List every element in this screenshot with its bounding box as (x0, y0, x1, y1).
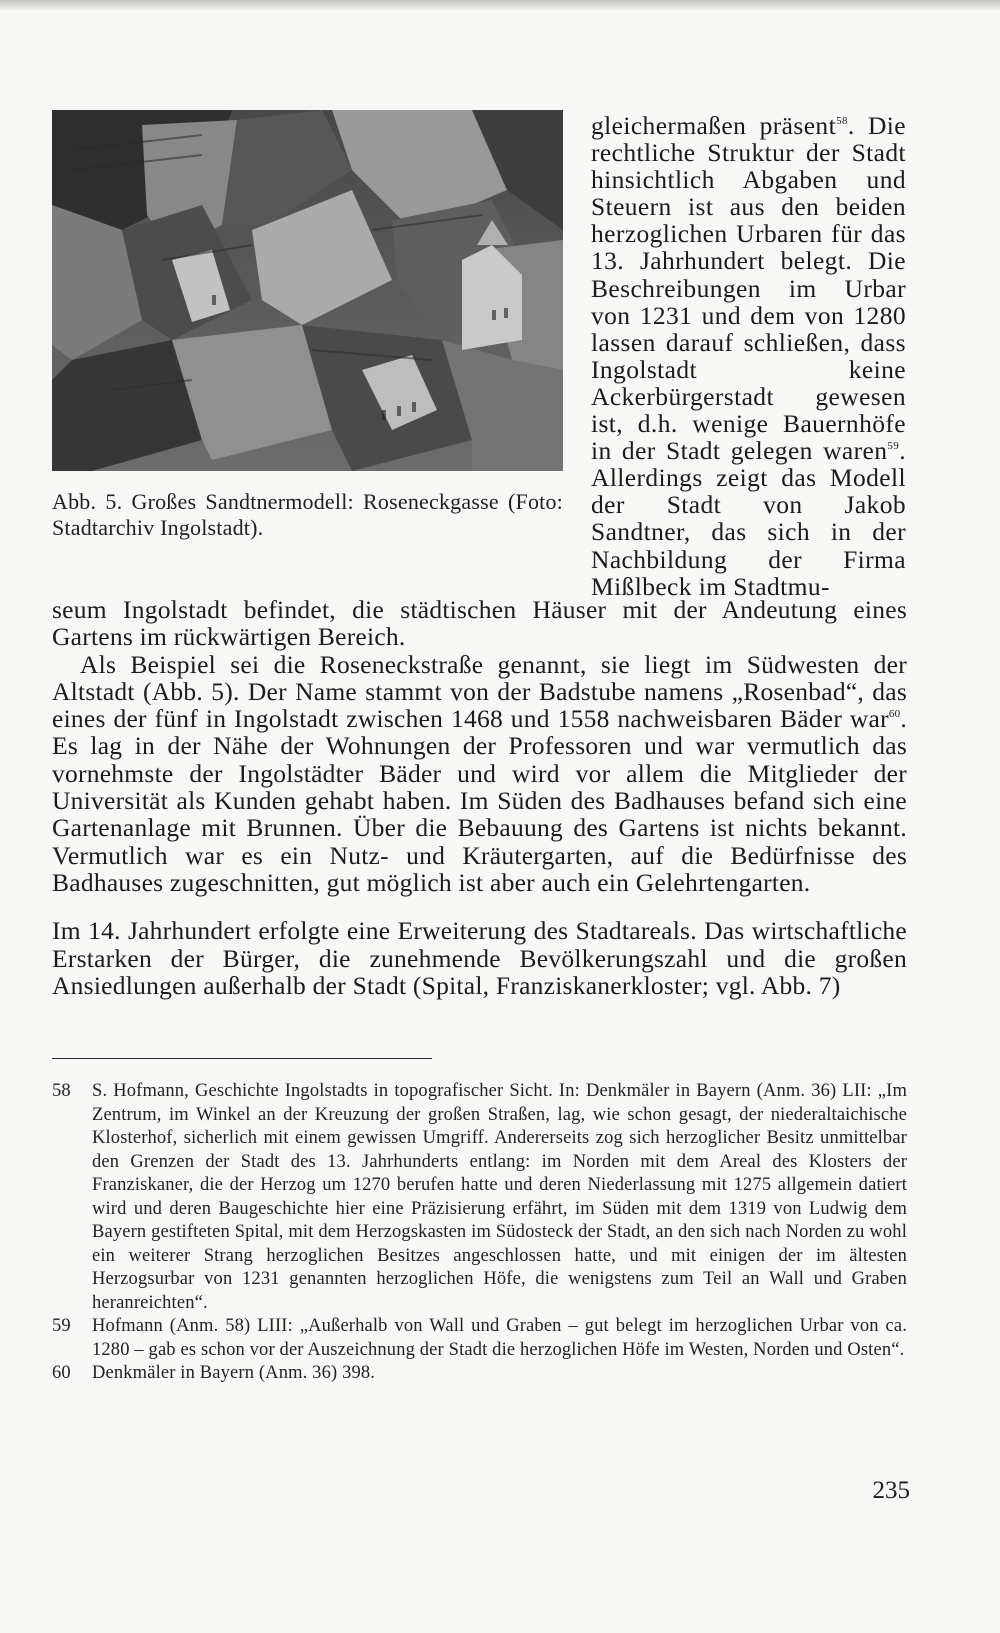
footnote-number: 60 (52, 1363, 71, 1383)
roseneck-text-part-2: . Es lag in der Nähe der Wohnungen der Professoren und war vermutlich das vornehmste der Ingolstädter Bäder und wird vor allem die Mitglieder der Universität als Kunden gehabt haben. Im Süden des Badhauses befand sich eine Gartenanlage mit Brunnen. Über die Bebauung des Gartens ist nichts bekannt. Vermutlich war es ein Nutz- und Kräutergarten, auf die Bedürfnisse des Badhauses zugeschnitten, gut möglich ist aber auch ein Gelehrtengarten. (52, 704, 907, 897)
footnote-number: 58 (52, 1081, 71, 1101)
column-paragraph (591, 112, 906, 600)
footnote-ref-58[interactable]: 58 (836, 115, 848, 127)
model-photograph (52, 110, 563, 471)
footnote-ref-59[interactable]: 59 (887, 440, 900, 453)
figure-caption: Abb. 5. Großes Sandtnermodell: Roseneckgasse (Foto: Stadtarchiv Ingolstadt). (52, 489, 563, 540)
footnote-58 (52, 1080, 907, 1315)
footnote-text: Denkmäler in Bayern (Anm. 36) 398. (92, 1363, 376, 1383)
footnote-text: Hofmann (Anm. 58) LIII: „Außerhalb von Wall und Graben – gut belegt im herzoglichen Urbar von ca. 1280 – gab es schon vor der Auszeichnung der Stadt die herzoglichen Höfe im Westen, Norden und Osten“. (92, 1316, 907, 1360)
footnotes (52, 1080, 907, 1386)
paragraph-expansion: Im 14. Jahrhundert erfolgte eine Erweiterung des Stadtareals. Das wirtschaftliche Erstarken der Bürger, die zunehmende Bevölkerungszahl und die großen Ansiedlungen außerhalb der Stadt (Spital, Franziskanerkloster; vgl. Abb. 7) (52, 916, 907, 1000)
column-text-part-1: gleichermaßen präsent (591, 111, 837, 140)
page-number: 235 (872, 1477, 910, 1504)
paragraph-gap (52, 896, 907, 917)
scan-edge (0, 0, 1000, 10)
footnote-59 (52, 1315, 907, 1362)
paragraph-roseneckstrasse (52, 651, 907, 897)
footnote-number: 59 (52, 1316, 71, 1336)
column-text-part-2: . Die rechtliche Struktur der Stadt hinsichtlich Abgaben und Steuern ist aus den beiden herzoglichen Urbaren für das 13. Jahrhundert belegt. Die Beschreibungen im Urbar von 1231 und dem von 1280 lassen darauf schließen, dass Ingolstadt keine Ackerbürgerstadt gewesen ist, d.h. wenige Bauernhöfe in der Stadt gelegen waren (591, 111, 906, 466)
footnote-text: S. Hofmann, Geschichte Ingolstadts in topografischer Sicht. In: Denkmäler in Bayern (Anm. 36) LII: „Im Zentrum, im Winkel an der Kreuzung der großen Straßen, lag, wie schon gesagt, der niederaltaichische Klosterhof, sicherlich mit einem gewissen Umgriff. Andererseits zog sich herzoglicher Besitz unmittelbar den Grenzen der Stadt des 13. Jahrhunderts entlang: im Norden mit dem Areal des Klosters der Franziskaner, die der Herzog um 1270 berufen hatte und deren Niederlassung mit 1275 allgemein datiert wird und deren Baugeschichte hier eine Präzisierung erfährt, im Süden mit dem 1319 von Ludwig dem Bayern gestifteten Spital, mit dem Herzogskasten im Südosteck der Stadt, an den sich nach Norden zu wohl ein weiterer Strang herzoglichen Besitzes angeschlossen hatte, und mit einigen der im ältesten Herzogsurbar von 1231 genannten herzoglichen Höfe, die wenigstens zum Teil an Wall und Graben heranreichten“. (92, 1081, 907, 1313)
body-text (52, 596, 907, 999)
paragraph-garden-houses: seum Ingolstadt befindet, die städtischen Häuser mit der Andeutung eines Gartens im rückwärtigen Bereich. (52, 595, 907, 652)
roseneck-text-part-1: Als Beispiel sei die Roseneckstraße genannt, sie liegt im Südwesten der Altstadt (Abb. 5). Der Name stammt von der Badstube namens „Rosenbad“, das eines der fünf in Ingolstadt zwischen 1468 und 1558 nachweisbaren Bäder war (52, 649, 907, 734)
footnote-60 (52, 1362, 907, 1386)
roof-model-image (52, 110, 563, 471)
footnote-ref-60[interactable]: 60 (888, 708, 901, 721)
column-text-part-3: . Allerdings zeigt das Modell der Stadt von Jakob Sandtner, das sich in der Nachbildung der Firma Mißlbeck im Stadtmu- (591, 436, 906, 601)
footnote-divider (52, 1058, 432, 1059)
